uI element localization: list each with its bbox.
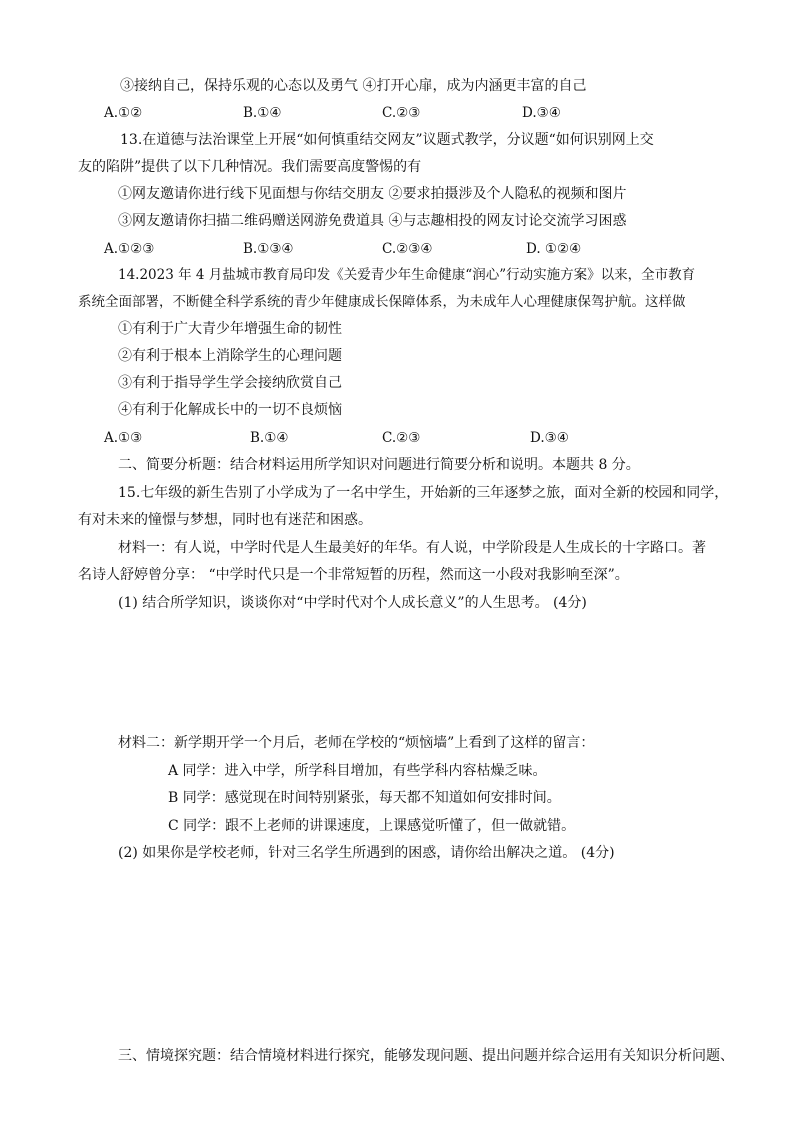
q12-option-a[interactable]: A.①② <box>104 105 143 121</box>
q14-options <box>104 429 664 447</box>
q14-item-4: ④有利于化解成长中的一切不良烦恼 <box>118 402 342 418</box>
q13-options <box>104 240 664 258</box>
q14-option-a[interactable]: A.①③ <box>104 430 143 446</box>
q13-option-c[interactable]: C.②③④ <box>382 241 433 257</box>
q15-stem-line2: 有对未来的憧憬与梦想，同时也有迷茫和困惑。 <box>78 512 372 528</box>
q13-items-line1: ①网友邀请你进行线下见面想与你结交朋友 ②要求拍摄涉及个人隐私的视频和图片 <box>118 186 627 202</box>
q15-sub2: (2) 如果你是学校老师，针对三名学生所遇到的困惑，请你给出解决之道。 (4分) <box>118 845 615 861</box>
q14-stem-line2: 系统全面部署，不断健全科学系统的青少年健康成长保障体系，为未成年人心理健康保驾护航。这样做 <box>78 294 686 310</box>
q15-sub2-answer-space[interactable] <box>78 870 718 1010</box>
q14-stem-line1: 14.2023 年 4 月盐城市教育局印发《关爱青少年生命健康“润心”行动实施方案》以来，全市教育 <box>118 267 696 283</box>
q15-stem-line1: 15.七年级的新生告别了小学成为了一名中学生，开始新的三年逐梦之旅，面对全新的校园和同学， <box>118 485 729 501</box>
q14-option-b[interactable]: B.①④ <box>250 430 289 446</box>
q12-options <box>104 104 664 122</box>
q12-items: ③接纳自己，保持乐观的心态以及勇气 ④打开心扉，成为内涵更丰富的自己 <box>120 78 587 94</box>
q14-item-1: ①有利于广大青少年增强生命的韧性 <box>118 321 342 337</box>
q12-option-d[interactable]: D.③④ <box>522 105 561 121</box>
q14-item-3: ③有利于指导学生学会接纳欣赏自己 <box>118 375 342 391</box>
section2-title: 二、简要分析题：结合材料运用所学知识对问题进行简要分析和说明。本题共 8 分。 <box>118 457 640 473</box>
q15-sub1-answer-space[interactable] <box>78 620 718 730</box>
q13-items-line2: ③网友邀请你扫描二维码赠送网游免费道具 ④与志趣相投的网友讨论交流学习困惑 <box>118 213 627 229</box>
q15-student-b: B 同学：感觉现在时间特别紧张，每天都不知道如何安排时间。 <box>168 790 561 806</box>
q14-option-d[interactable]: D.③④ <box>530 430 569 446</box>
q14-option-c[interactable]: C.②③ <box>382 430 421 446</box>
q15-student-c: C 同学：跟不上老师的讲课速度，上课感觉听懂了，但一做就错。 <box>168 818 576 834</box>
q13-option-a[interactable]: A.①②③ <box>104 241 155 257</box>
q14-item-2: ②有利于根本上消除学生的心理问题 <box>118 348 342 364</box>
q15-student-a: A 同学：进入中学，所学科目增加，有些学科内容枯燥乏味。 <box>168 763 547 779</box>
q13-option-d[interactable]: D. ①②④ <box>526 241 582 257</box>
q12-option-b[interactable]: B.①④ <box>243 105 282 121</box>
q13-stem-line2: 友的陷阱”提供了以下几种情况。我们需要高度警惕的有 <box>78 159 422 175</box>
q15-material1-line2: 名诗人舒婷曾分享： “中学时代只是一个非常短暂的历程，然而这一小段对我影响至深”。 <box>78 567 629 583</box>
section3-title: 三、情境探究题：结合情境材料进行探究，能够发现问题、提出问题并综合运用有关知识分析问题、 <box>118 1048 734 1064</box>
q15-sub1: (1) 结合所学知识，谈谈你对“中学时代对个人成长意义”的人生思考。 (4分) <box>118 595 587 611</box>
q15-material2-intro: 材料二：新学期开学一个月后，老师在学校的“烦恼墙”上看到了这样的留言： <box>118 735 595 751</box>
q12-option-c[interactable]: C.②③ <box>382 105 421 121</box>
q13-option-b[interactable]: B.①③④ <box>243 241 294 257</box>
q13-stem-line1: 13.在道德与法治课堂上开展“如何慎重结交网友”议题式教学，分议题“如何识别网上交 <box>120 132 654 148</box>
q15-material1-line1: 材料一：有人说，中学时代是人生最美好的年华。有人说，中学阶段是人生成长的十字路口。著 <box>118 540 706 556</box>
